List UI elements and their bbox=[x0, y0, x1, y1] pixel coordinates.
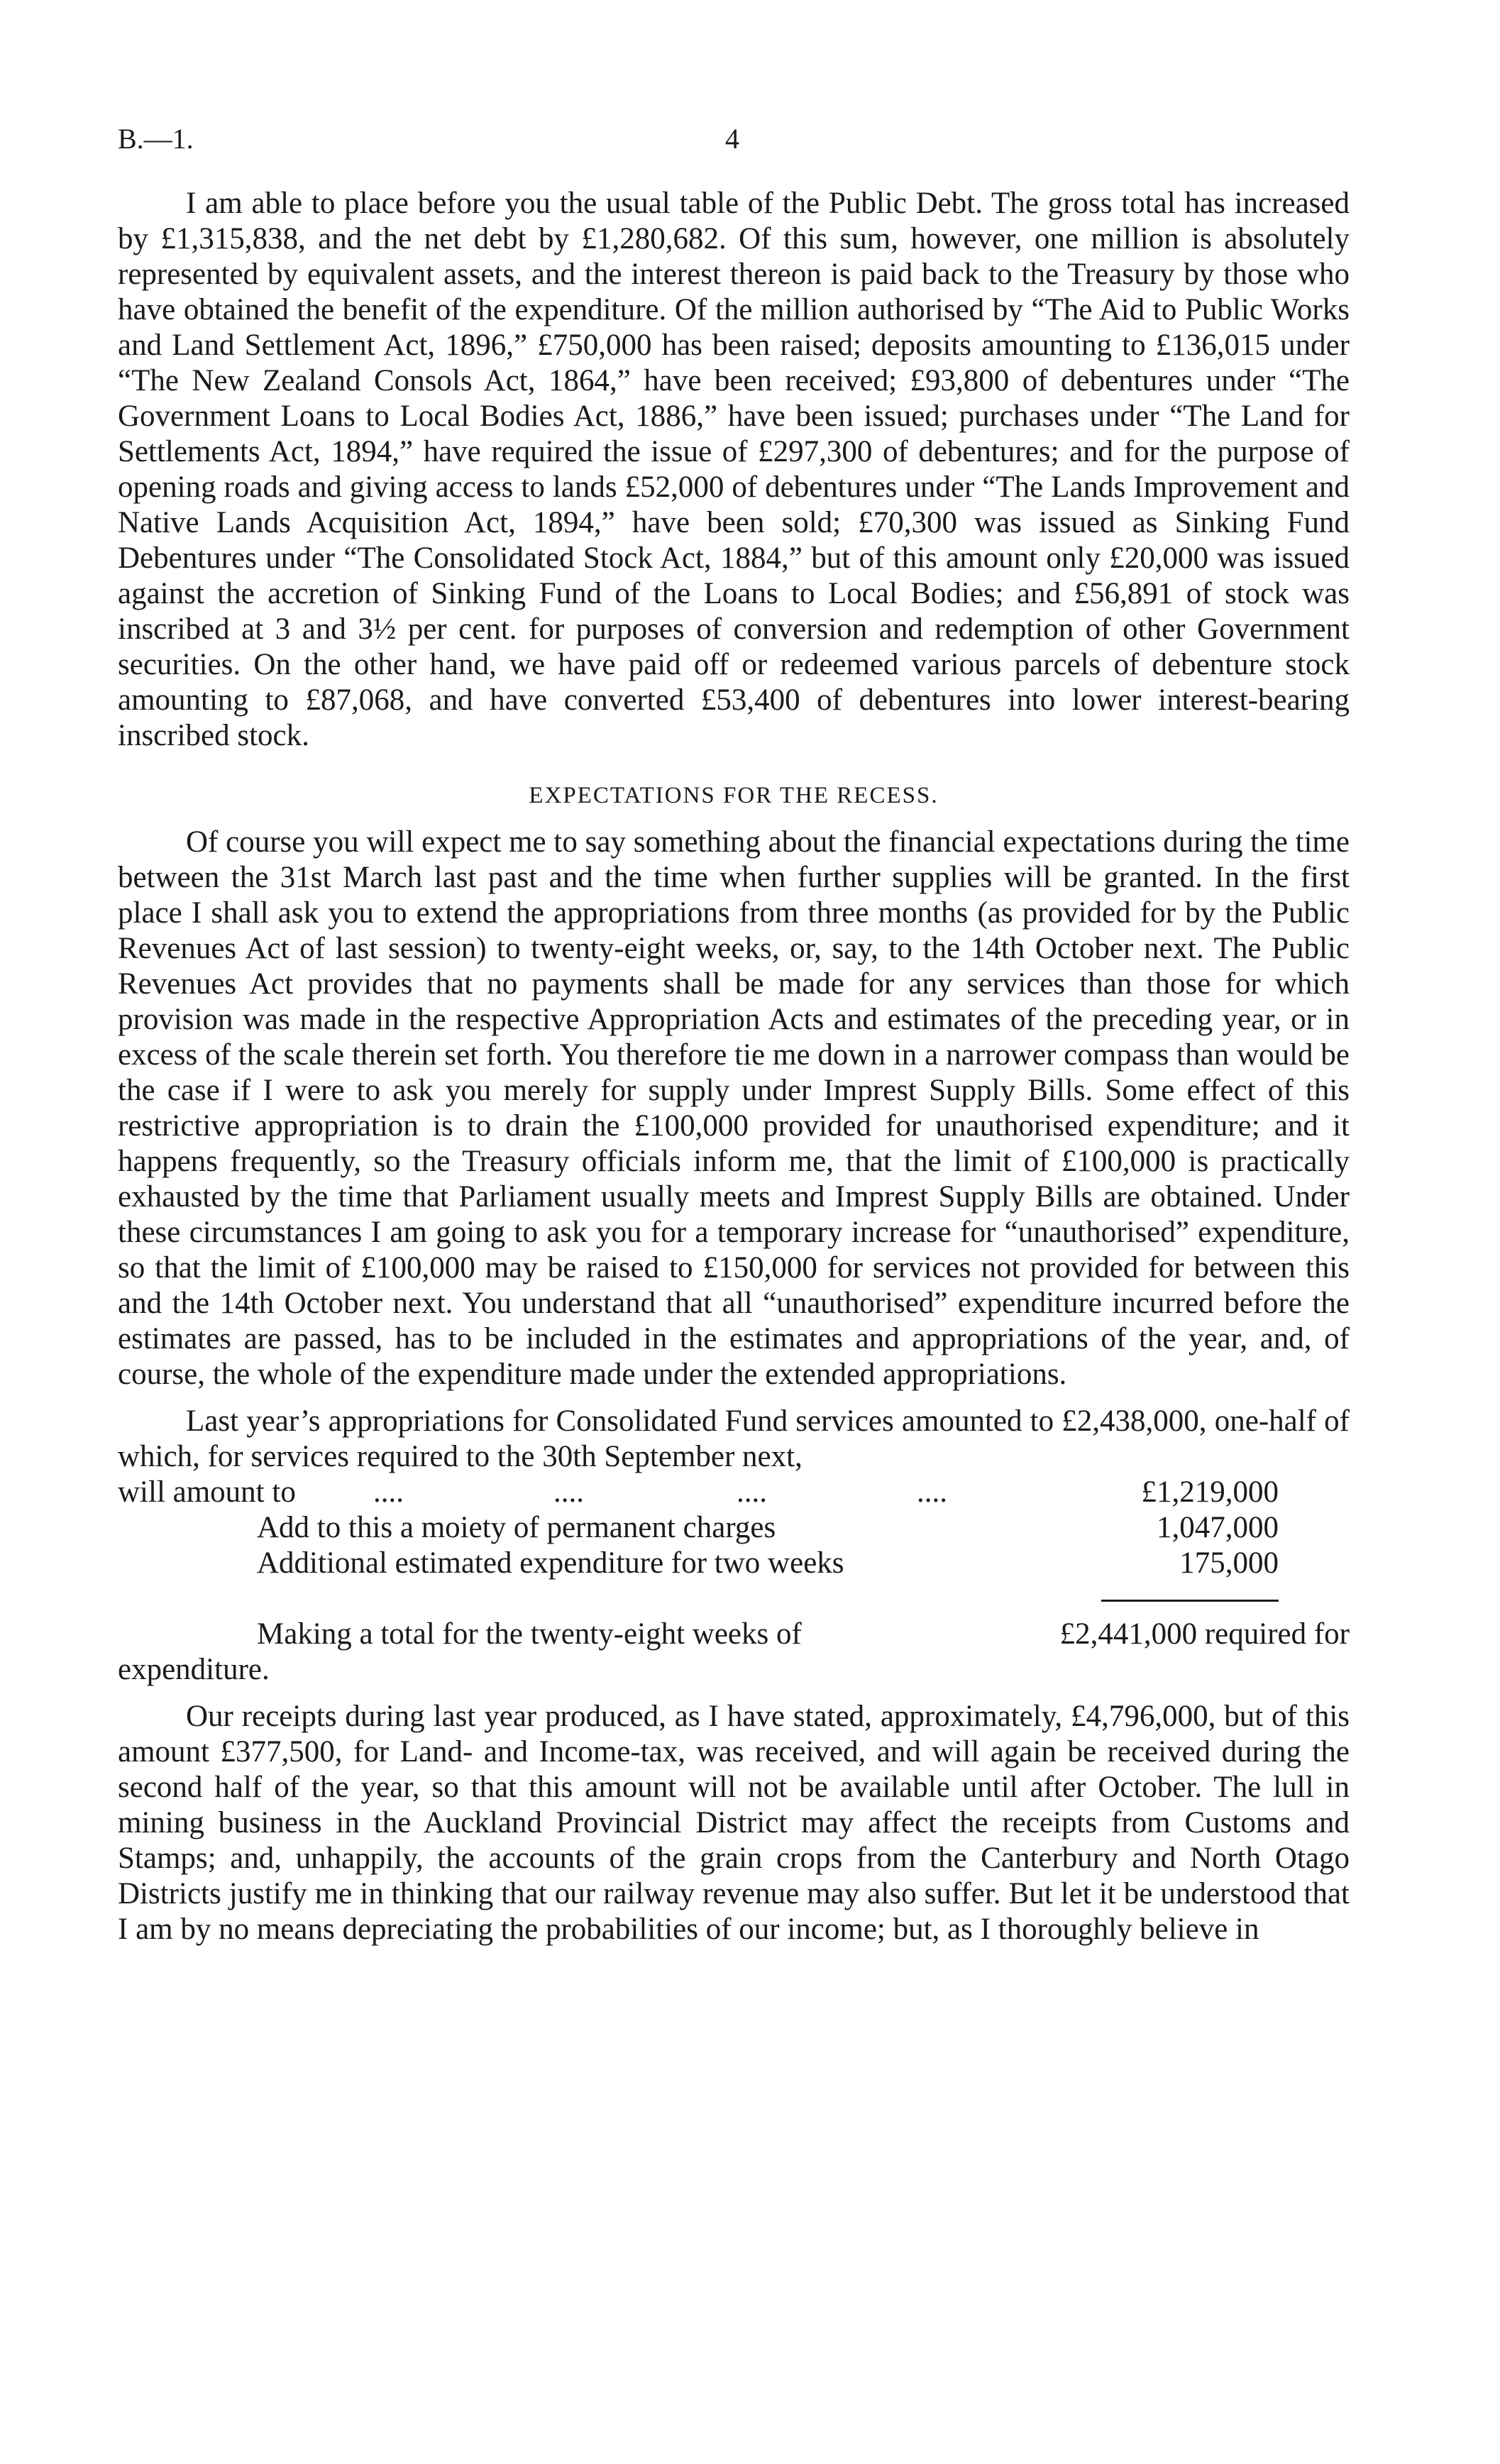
spacer bbox=[118, 1392, 1350, 1404]
calculation-row bbox=[118, 1510, 1350, 1546]
leader-dots: .... bbox=[553, 1475, 584, 1509]
calculation-total-label: Making a total for the twenty-eight weeks of bbox=[257, 1617, 802, 1651]
calculation-row-amount: 1,047,000 bbox=[1157, 1511, 1279, 1544]
total-rule bbox=[1101, 1600, 1279, 1602]
calculation-row-label: Add to this a moiety of permanent charges bbox=[257, 1511, 776, 1544]
calculation-row-amount: 175,000 bbox=[1179, 1546, 1279, 1580]
calculation-total-tail: expenditure. bbox=[118, 1653, 270, 1686]
appropriations-calculation bbox=[118, 1404, 1350, 1688]
calculation-row bbox=[118, 1546, 1350, 1581]
leader-dots: .... bbox=[917, 1475, 947, 1509]
spacer bbox=[118, 1688, 1350, 1699]
leader-dots: .... bbox=[373, 1475, 404, 1509]
leader-dots: .... bbox=[737, 1475, 767, 1509]
calculation-lead: Last year’s appropriations for Consolidated Fund services amounted to £2,438,000, one-half of which, for services required to the 30th September next, bbox=[118, 1404, 1350, 1473]
calculation-row bbox=[118, 1475, 1350, 1510]
calculation-row-label: Additional estimated expenditure for two weeks bbox=[257, 1546, 844, 1580]
calculation-total-row bbox=[118, 1617, 1350, 1652]
page-number: 4 bbox=[725, 123, 739, 155]
calculation-total-amount: £2,441,000 required for bbox=[1059, 1617, 1350, 1651]
calculation-first-amount: £1,219,000 bbox=[1141, 1475, 1279, 1509]
paragraph-public-debt: I am able to place before you the usual table of the Public Debt. The gross total has increased by £1,315,838, and the net debt by £1,280,682. Of this sum, however, one million is absolutely represented by equivalent assets, and the interest thereon is paid back to the Treasury by those who have obtained the benefit of the expenditure. Of the million authorised by “The Aid to Public Works and Land Settlement Act, 1896,” £750,000 has been raised; deposits amounting to £136,015 under “The New Zealand Consols Act, 1864,” have been received; £93,800 of debentures under “The Government Loans to Local Bodies Act, 1886,” have been issued; purchases under “The Land for Settlements Act, 1894,” have required the issue of £297,300 of debentures; and for the purpose of opening roads and giving access to lands £52,000 of debentures under “The Lands Improvement and Native Lands Acquisition Act, 1894,” have been sold; £70,300 was issued as Sinking Fund Debentures under “The Consolidated Stock Act, 1884,” but of this amount only £20,000 was issued against the accretion of Sinking Fund of the Loans to Local Bodies; and £56,891 of stock was inscribed at 3 and 3½ per cent. for purposes of conversion and redemption of other Government securities. On the other hand, we have paid off or redeemed various parcels of debenture stock amounting to £87,068, and have converted £53,400 of debentures into lower interest-bearing inscribed stock. bbox=[118, 187, 1350, 752]
section-heading: EXPECTATIONS FOR THE RECESS. bbox=[529, 783, 939, 808]
document-body bbox=[118, 186, 1350, 1947]
total-rule-row bbox=[118, 1581, 1350, 1617]
paragraph-receipts: Our receipts during last year produced, as I have stated, approximately, £4,796,000, but of this amount £377,500, for Land- and Income-tax, was received, and will again be received during the second half of the year, so that this amount will not be available until after October. The lull in mining business in the Auckland Provincial District may affect the receipts from Customs and Stamps; and, unhappily, the accounts of the grain crops from the Canterbury and North Otago Districts justify me in thinking that our railway revenue may also suffer. But let it be understood that I am by no means depreciating the probabilities of our income; but, as I thoroughly believe in bbox=[118, 1700, 1350, 1946]
paragraph-expectations: Of course you will expect me to say something about the financial expectations during the time between the 31st March last past and the time when further supplies will be granted. In the first place I shall ask you to extend the appropriations from three months (as provided for by the Public Revenues Act of last session) to twenty-eight weeks, or, say, to the 14th October next. The Public Revenues Act provides that no payments shall be made for any services than those for which provision was made in the respective Appropriation Acts and estimates of the preceding year, or in excess of the scale therein set forth. You therefore tie me down in a narrower compass than would be the case if I were to ask you merely for supply under Imprest Supply Bills. Some effect of this restrictive appropriation is to drain the £100,000 provided for unauthorised expenditure; and it happens frequently, so the Treasury officials inform me, that the limit of £100,000 is practically exhausted by the time that Parliament usually meets and Imprest Supply Bills are obtained. Under these circumstances I am going to ask you for a temporary increase for “unauthorised” expenditure, so that the limit of £100,000 may be raised to £150,000 for services not provided for between this and the 14th October next. You understand that all “unauthorised” expenditure incurred before the estimates are passed, has to be included in the estimates and appropriations of the year, and, of course, the whole of the expenditure made under the extended appropriations. bbox=[118, 825, 1350, 1391]
calculation-first-label: will amount to bbox=[118, 1475, 296, 1509]
page-header bbox=[118, 122, 1382, 165]
document-reference: B.—1. bbox=[118, 123, 194, 155]
